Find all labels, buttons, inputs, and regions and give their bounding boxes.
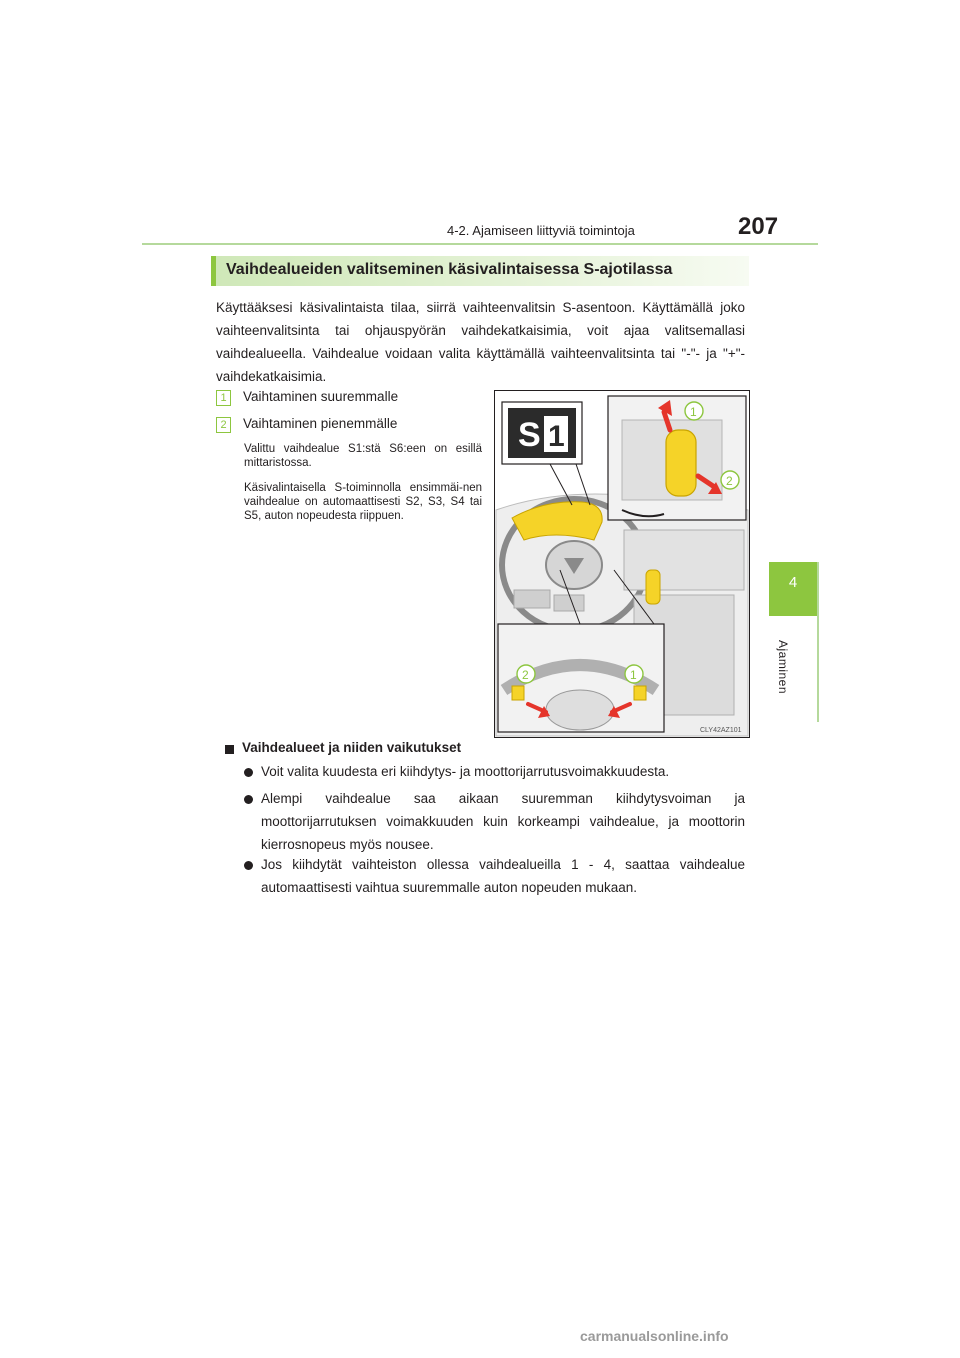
- shift-illustration: [494, 390, 750, 738]
- bullet-item: Jos kiihdytät vaihteiston ollessa vaihdealueilla 1 - 4, saattaa vaihdealue automaattisesti vaihtua suuremmalle auton nopeuden mukaan.: [261, 857, 745, 895]
- callout-badge-2: 2: [216, 417, 231, 433]
- watermark: carmanualsonline.info: [580, 1328, 729, 1344]
- figure-callout-2-paddle: 2: [522, 668, 529, 682]
- subsection-heading: Vaihdealueet ja niiden vaikutukset: [242, 740, 462, 755]
- subsection-square-bullet: [225, 745, 234, 754]
- chapter-label: Ajaminen: [776, 640, 790, 695]
- header-rule: [142, 243, 818, 245]
- callout-badge-1: 1: [216, 390, 231, 406]
- figure-callout-2-shifter: 2: [726, 474, 733, 488]
- note-display: Valittu vaihdealue S1:stä S6:een on esillä mittaristossa.: [244, 443, 482, 469]
- section-title: Vaihdealueiden valitseminen käsivalintaisessa S-ajotilassa: [226, 261, 673, 278]
- bullet-dot: [244, 795, 253, 804]
- intro-paragraph: Käyttääksesi käsivalintaista tilaa, siirrä vaihteenvalitsin S-asentoon. Käyttämällä joko vaihteenvalitsinta tai ohjauspyörän vaihdekatkaisimia, voit ajaa valitsemallasi vaihdealueella. Vaihdealue voidaan valita käyttämällä vaihteenvalitsinta tai "-"- ja "+"-vaihdekatkaisimia.: [216, 300, 745, 384]
- bullet-dot: [244, 768, 253, 777]
- figure-callout-1-shifter: 1: [690, 405, 697, 419]
- chapter-tab-rule: [817, 562, 819, 722]
- chapter-number: 4: [788, 574, 798, 591]
- running-header: 4-2. Ajamiseen liittyviä toimintoja: [447, 223, 635, 238]
- callout-text-1: Vaihtaminen suuremmalle: [243, 389, 399, 404]
- figure-code: CLY42AZ101: [700, 727, 742, 734]
- figure-callout-1-paddle: 1: [630, 668, 637, 682]
- display-s-letter: S: [518, 416, 541, 454]
- bullet-dot: [244, 861, 253, 870]
- page-number: 207: [738, 213, 779, 240]
- bullet-item: Voit valita kuudesta eri kiihdytys- ja moottorijarrutusvoimakkuudesta.: [261, 764, 670, 779]
- callout-text-2: Vaihtaminen pienemmälle: [243, 416, 398, 431]
- display-digit: 1: [548, 420, 565, 453]
- bullet-item: Alempi vaihdealue saa aikaan suuremman kiihdytysvoiman ja moottorijarrutuksen voimakkuuden kuin korkeampi vaihdealue, ja moottorin kierrosnopeus myös nousee.: [261, 791, 745, 852]
- note-first-gear: Käsivalintaisella S-toiminnolla ensimmäi-nen vaihdealue on automaattisesti S2, S3, S4 tai S5, auton nopeudesta riippuen.: [244, 482, 482, 522]
